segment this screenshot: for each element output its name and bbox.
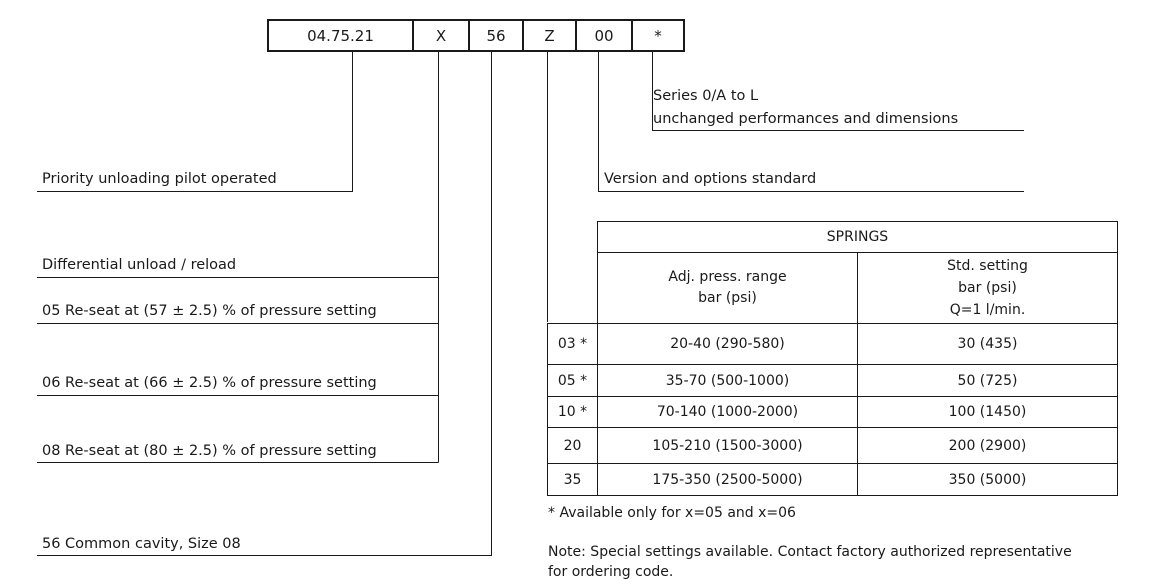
code-segment-version: 00 xyxy=(577,21,633,50)
spring-setting: 30 (435) xyxy=(858,324,1118,365)
spring-range: 35-70 (500-1000) xyxy=(598,365,858,397)
spring-range: 105-210 (1500-3000) xyxy=(598,428,858,464)
priority-label: Priority unloading pilot operated xyxy=(42,171,277,187)
springs-title: SPRINGS xyxy=(598,222,1118,253)
series-label-line2: unchanged performances and dimensions xyxy=(653,111,959,127)
spring-setting: 350 (5000) xyxy=(858,464,1118,496)
col-header-range-line1: Adj. press. range xyxy=(668,269,787,285)
spring-code: 20 xyxy=(548,428,598,464)
spring-setting: 100 (1450) xyxy=(858,397,1118,428)
col-header-setting-line3: Q=1 l/min. xyxy=(949,302,1026,318)
series-label-line1: Series 0/A to L xyxy=(653,88,759,104)
table-row xyxy=(548,428,1118,464)
code-segment-cavity: 56 xyxy=(470,21,524,50)
code-segment-spring: Z xyxy=(524,21,577,50)
differential-label: Differential unload / reload xyxy=(42,257,237,273)
spring-range: 175-350 (2500-5000) xyxy=(598,464,858,496)
col-header-setting xyxy=(858,253,1118,324)
table-corner xyxy=(548,253,598,324)
col-header-range xyxy=(598,253,858,324)
spring-code: 35 xyxy=(548,464,598,496)
code-segment-model: 04.75.21 xyxy=(269,21,414,50)
table-row xyxy=(548,464,1118,496)
spring-range: 20-40 (290-580) xyxy=(598,324,858,365)
code-segment-x: X xyxy=(414,21,470,50)
reseat-08-label: 08 Re-seat at (80 ± 2.5) % of pressure setting xyxy=(42,443,377,459)
spring-code: 03 * xyxy=(548,324,598,365)
version-label: Version and options standard xyxy=(604,171,817,187)
springs-table xyxy=(547,221,1118,496)
reseat-06-label: 06 Re-seat at (66 ± 2.5) % of pressure setting xyxy=(42,375,377,391)
table-row xyxy=(548,324,1118,365)
spring-setting: 200 (2900) xyxy=(858,428,1118,464)
table-corner xyxy=(548,222,598,253)
code-segment-series: * xyxy=(654,26,662,45)
special-settings-note: Note: Special settings available. Contact factory authorized representative for ordering code. xyxy=(548,544,1072,580)
col-header-setting-line2: bar (psi) xyxy=(958,280,1017,296)
table-row xyxy=(548,397,1118,428)
spring-code: 10 * xyxy=(548,397,598,428)
spring-code: 05 * xyxy=(548,365,598,397)
availability-note: * Available only for x=05 and x=06 xyxy=(548,505,796,521)
reseat-05-label: 05 Re-seat at (57 ± 2.5) % of pressure setting xyxy=(42,303,377,319)
spring-setting: 50 (725) xyxy=(858,365,1118,397)
col-header-setting-line1: Std. setting xyxy=(947,258,1028,274)
table-row xyxy=(548,365,1118,397)
cavity-label: 56 Common cavity, Size 08 xyxy=(42,536,241,552)
col-header-range-line2: bar (psi) xyxy=(698,290,757,306)
spring-range: 70-140 (1000-2000) xyxy=(598,397,858,428)
